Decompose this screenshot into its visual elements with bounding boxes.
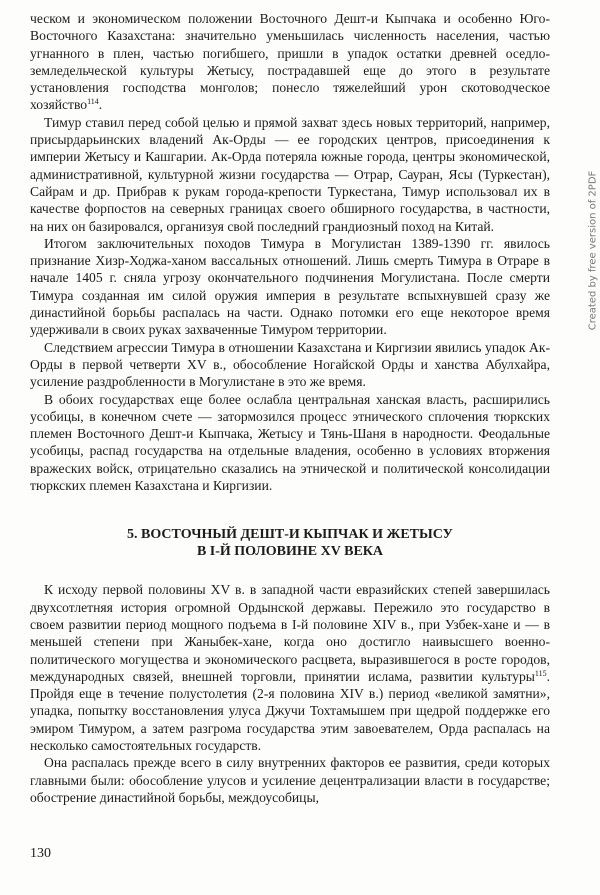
paragraph-4: Следствием агрессии Тимура в отношении Казахстана и Киргизии явились упадок Ак-Орды в первой четверти XV в., обособление Ногайской Орды и ханства Абулхайра, усиление раздробленности в Могулистане в это же время.: [30, 339, 550, 390]
paragraph-3: Итогом заключительных походов Тимура в Могулистан 1389-1390 гг. явилось признание Хизр-Ходжа-ханом вассальных отношений. Лишь смерть Тимура в Отраре в начале 1405 г. сняла угрозу окончательного подчинения Могулистана. После смерти Тимура созданная им силой оружия империя в результате вспыхнувшей сразу же династийной борьбы распалась на части. Однако потомки его еще некоторое время удерживали в своих руках захваченные Тимуром территории.: [30, 235, 550, 338]
watermark-text: Created by free version of 2PDF: [587, 170, 599, 330]
paragraph-2: Тимур ставил перед собой целью и прямой захват здесь новых территорий, например, присырдарьинских владений Ак-Орды — ее городских центров, присоединения к империи Жетысу и Кашгарии. Ак-Орда потеряла южные города, центры экономической, административной, культурной жизни государства — Отрар, Сауран, Ясы (Туркестан), Сайрам и др. Прибрав к рукам города-крепости Туркестана, Тимур использовал их в качестве форпостов на северных границах своего обширного государства, в частности, на них он базировался, организуя свой последний грандиозный поход на Китай.: [30, 114, 550, 234]
paragraph-1: ческом и экономическом положении Восточного Дешт-и Кыпчака и особенно Юго-Восточного Казахстана: значительно уменьшилась численность населения, частью угнанного в плен, частью погибшего, пришли в упадок остатки древней оседло-земледельческой культуры Жетысу, пострадавшей еще до этого в результате установления господства монголов; понесло тяжелейший урон скотоводческое хозяйство$^{114}$.: [30, 11, 550, 113]
paragraph-7: Она распалась прежде всего в силу внутренних факторов ее развития, среди которых главными были: обособление улусов и усиление децентрализации власти в государстве; обострение династийной борьбы, междоусобицы,: [30, 755, 550, 805]
page-number: 130: [30, 846, 51, 861]
section-heading-line-1: 5. ВОСТОЧНЫЙ ДЕШТ-И КЫПЧАК И ЖЕТЫСУ: [127, 527, 453, 543]
footnote-ref-115: 115: [534, 668, 547, 678]
paragraph-6: К исходу первой половины XV в. в западной части евразийских степей завершилась двухсотлетняя история огромной Ордынской державы. Пережило это государство в своем развитии период мощного подъема в I-й половине XIV в., при Узбек-хане и — в меньшей степени при Жаныбек-хане, когда оно достигло наивысшего военно-политического могущества и экономического расцвета, выразившегося в росте городов, международных связей, внешней торговли, принятии ислама, развитии культуры$^{115}$. Пройдя еще в течение полустолетия (2-я половина XIV в.) период «великой замятни», упадка, попытку восстановления улуса Джучи Тохтамышем при щедрой поддержке его эмиром Тимуром, а затем разгрома государства этим завоевателем, Орда распалась на несколько самостоятельных государств.: [30, 582, 550, 753]
document-page: [30, 10, 550, 806]
footnote-ref-114: 114: [87, 97, 99, 107]
watermark: [586, 100, 600, 400]
section-heading: [30, 526, 550, 560]
paragraph-5: В обоих государствах еще более ослабла центральная ханская власть, расширились усобицы, в конечном счете — затормозился процесс этнического сплочения тюркских племен Восточного Дешт-и Кыпчака, Жетысу и Тянь-Шаня в народности. Феодальные усобицы, распад государства на отдельные владения, особенно в условиях вторжения вражеских войск, отрицательно сказались на этнической и политической консолидации тюркских племен Казахстана и Киргизии.: [30, 391, 550, 494]
section-heading-line-2: В I-Й ПОЛОВИНЕ XV ВЕКА: [196, 544, 384, 560]
